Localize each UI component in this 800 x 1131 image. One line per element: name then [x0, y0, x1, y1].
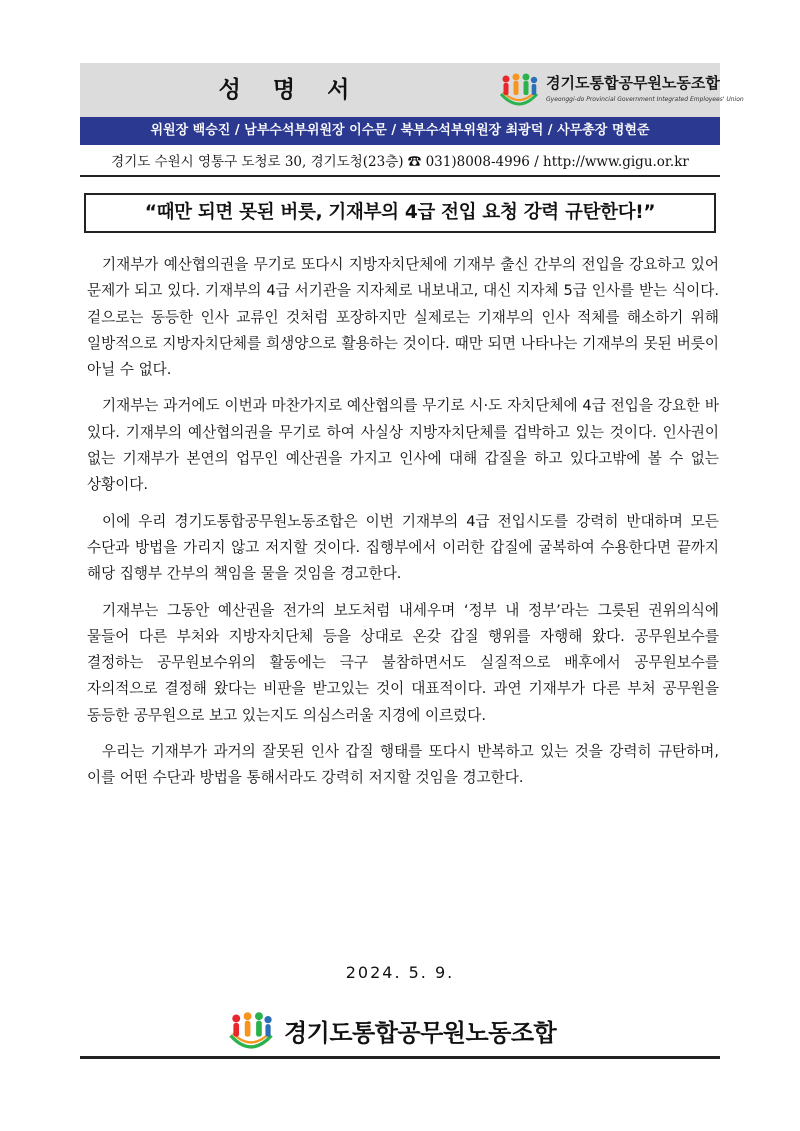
paragraph-3: 이에 우리 경기도통합공무원노동조합은 이번 기재부의 4급 전입시도를 강력히 반대하며 모든 수단과 방법을 가리지 않고 저지할 것이다. 집행부에서 이러한 갑질에 굴복하여 수용한다면 끝까지 해당 집행부 간부의 책임을 물을 것임을 경고한다.: [87, 512, 719, 583]
officers-bar: 위원장 백승진 / 남부수석부위원장 이수문 / 북부수석부위원장 최광덕 / 사무총장 명현준: [80, 117, 720, 145]
statement-body: [87, 252, 719, 802]
paragraph-2: 기재부는 과거에도 이번과 마찬가지로 예산협의를 무기로 시·도 자치단체에 4급 전입을 강요한 바 있다. 기재부의 예산협의권을 무기로 하여 사실상 지방자치단체를 겁박하고 있는 것이다. 인사권이 없는 기재부가 본연의 업무인 예산권을 가지고 인사에 대해 갑질을 하고 있다고밖에 볼 수 없는 상황이다.: [87, 397, 719, 494]
footer-divider: [80, 1056, 720, 1059]
paragraph-4: 기재부는 그동안 예산권을 전가의 보도처럼 내세우며 ‘정부 내 정부’라는 그릇된 권위의식에 물들어 다른 부처와 지방자치단체 등을 상대로 온갖 갑질 행위를 자행해 왔다. 공무원보수를 결정하는 공무원보수위의 활동에는 극구 불참하면서도 실질적으로 배후에서 공무원보수를 자의적으로 결정해 왔다는 비판을 받고있는 것이 대표적이다. 과연 기재부가 다른 부처 공무원을 동등한 공무원으로 보고 있는지도 의심스러울 지경에 이르렀다.: [87, 601, 719, 724]
address-line: 경기도 수원시 영통구 도청로 30, 경기도청(23층) ☎ 031)8008-4996 / http://www.gigu.or.kr: [111, 154, 689, 170]
headline: “때만 되면 못된 버릇, 기재부의 4급 전입 요청 강력 규탄한다!”: [144, 202, 656, 223]
union-name-header: 경기도통합공무원노동조합: [546, 74, 720, 92]
union-logo-footer-icon: [226, 1008, 276, 1054]
document-title: 성 명 서: [218, 77, 362, 103]
paragraph-5: 우리는 기재부가 과거의 잘못된 인사 갑질 행태를 또다시 반복하고 있는 것을 강력히 규탄하며, 이를 어떤 수단과 방법을 통해서라도 강력히 저지할 것임을 경고한다.: [87, 743, 719, 787]
union-name-footer: 경기도통합공무원노동조합: [284, 1019, 557, 1047]
header-divider: [80, 175, 720, 177]
union-logo-icon: [497, 70, 541, 110]
document-date: 2024. 5. 9.: [345, 963, 455, 982]
paragraph-1: 기재부가 예산협의권을 무기로 또다시 지방자치단체에 기재부 출신 간부의 전입을 강요하고 있어 문제가 되고 있다. 기재부의 4급 서기관을 지자체로 내보내고, 대신 지자체 5급 인사를 받는 식이다. 겉으로는 동등한 인사 교류인 것처럼 포장하지만 실제로는 기재부의 인사 적체를 해소하기 위해 일방적으로 지방자치단체를 희생양으로 활용하는 것이다. 때만 되면 나타나는 기재부의 못된 버릇이 아닐 수 없다.: [87, 256, 719, 379]
union-name-english: Gyeonggi-do Provincial Government Integrated Employees' Union: [546, 96, 744, 103]
